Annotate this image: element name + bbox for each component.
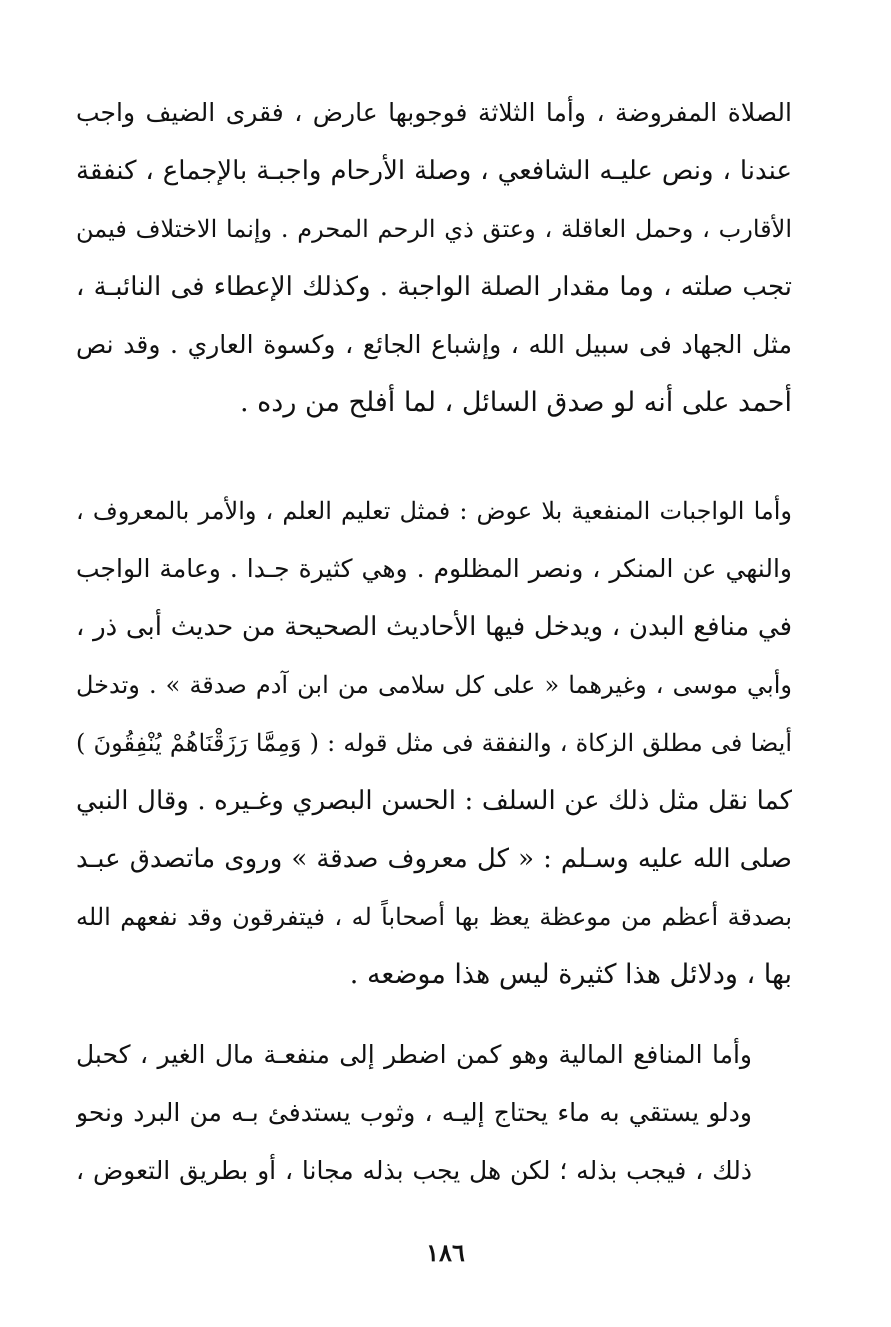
text-line: وأبي موسى ، وغيرهما « على كل سلامى من ابن آدم صدقة » . وتدخل	[76, 671, 792, 699]
text-line: كما نقل مثل ذلك عن السلف : الحسن البصري وغـيره . وقال النبي	[76, 786, 792, 816]
text-line: صلى الله عليه وسـلم : « كل معروف صدقة » وروى ماتصدق عبـد	[76, 844, 792, 874]
text-line: الأقارب ، وحمل العاقلة ، وعتق ذي الرحم المحرم . وإنما الاختلاف فيمن	[76, 215, 792, 243]
text-line-quran-quote: أيضا فى مطلق الزكاة ، والنفقة فى مثل قوله : ( وَمِمَّا رَزَقْنَاهُمْ يُنْفِقُونَ )	[76, 729, 792, 757]
text-line: وأما المنافع المالية وهو كمن اضطر إلى منفعـة مال الغير ، كحبل	[76, 1040, 752, 1069]
text-line: والنهي عن المنكر ، ونصر المظلوم . وهي كثيرة جـدا . وعامة الواجب	[76, 554, 792, 583]
text-line: عندنا ، ونص عليـه الشافعي ، وصلة الأرحام واجبـة بالإجماع ، كنفقة	[76, 156, 792, 186]
paragraph-2	[76, 482, 792, 1004]
page-number: ١٨٦	[426, 1238, 465, 1267]
text-line: وأما الواجبات المنفعية بلا عوض : فمثل تعليم العلم ، والأمر بالمعروف ،	[76, 497, 792, 525]
text-line: في منافع البدن ، ويدخل فيها الأحاديث الصحيحة من حديث أبى ذر ،	[76, 612, 792, 642]
paragraph-1	[76, 84, 792, 432]
paragraph-3	[76, 1026, 792, 1200]
text-line: ذلك ، فيجب بذله ؛ لكن هل يجب بذله مجانا ، أو بطريق التعوض ،	[76, 1156, 752, 1185]
text-line: الصلاة المفروضة ، وأما الثلاثة فوجوبها عارض ، فقرى الضيف واجب	[76, 98, 792, 127]
text-line: مثل الجهاد فى سبيل الله ، وإشباع الجائع ، وكسوة العاري . وقد نص	[76, 330, 792, 359]
text-line: بصدقة أعظم من موعظة يعظ بها أصحاباً له ، فيتفرقون وقد نفعهم الله	[76, 903, 792, 931]
text-line: تجب صلته ، وما مقدار الصلة الواجبة . وكذلك الإعطاء فى النائبـة ،	[76, 272, 792, 302]
text-line: أحمد على أنه لو صدق السائل ، لما أفلح من رده .	[239, 387, 792, 418]
text-line: ودلو يستقي به ماء يحتاج إليـه ، وثوب يستدفئ بـه من البرد ونحو	[76, 1098, 752, 1127]
text-line: بها ، ودلائل هذا كثيرة ليس هذا موضعه .	[349, 959, 792, 990]
